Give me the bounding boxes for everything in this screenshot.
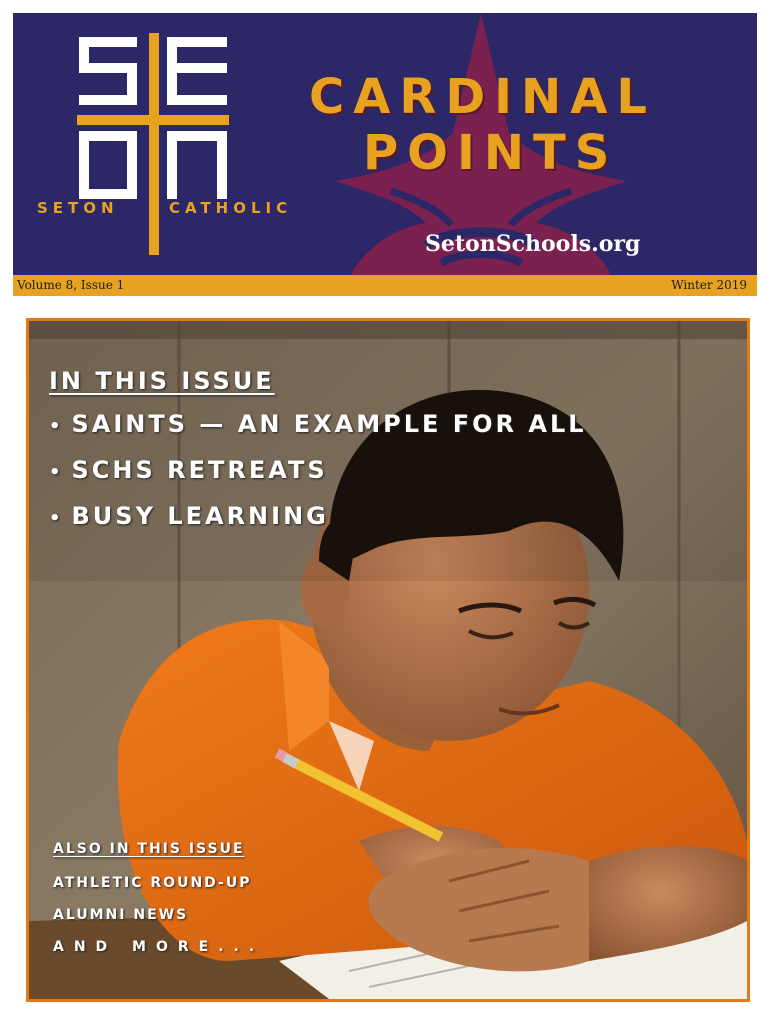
also-item[interactable]: ALUMNI NEWS <box>53 907 189 923</box>
bullet-icon: • <box>49 416 64 437</box>
masthead <box>13 13 757 275</box>
also-item[interactable]: AND MORE... <box>53 939 265 955</box>
toc-item[interactable] <box>49 493 587 539</box>
bullet-icon: • <box>49 462 64 483</box>
also-in-this-issue-list <box>53 867 264 963</box>
volume-issue: Volume 8, Issue 1 <box>17 278 125 292</box>
bullet-icon: • <box>49 508 64 529</box>
issue-bar <box>13 275 757 296</box>
also-in-this-issue-block <box>53 841 264 963</box>
school-name-word-1: SETON <box>37 199 119 217</box>
also-in-this-issue-heading: ALSO IN THIS ISSUE <box>53 841 245 857</box>
school-name-word-2: CATHOLIC <box>169 199 293 217</box>
newsletter-title-line-1: CARDINAL <box>309 69 656 125</box>
toc-item-label: SCHS RETREATS <box>71 456 328 484</box>
in-this-issue-list <box>49 401 587 539</box>
newsletter-title-line-2: POINTS <box>363 125 619 181</box>
seton-cross-logo <box>77 33 247 255</box>
in-this-issue-heading: IN THIS ISSUE <box>49 367 275 395</box>
website-link[interactable]: SetonSchools.org <box>425 231 641 257</box>
cover-photo-frame <box>26 318 750 1002</box>
toc-item-label: BUSY LEARNING <box>71 502 329 530</box>
toc-item[interactable] <box>49 401 587 447</box>
in-this-issue-block <box>49 367 587 539</box>
issue-date: Winter 2019 <box>671 278 747 292</box>
also-item[interactable]: ATHLETIC ROUND-UP <box>53 875 252 891</box>
toc-item-label: SAINTS — AN EXAMPLE FOR ALL <box>71 410 587 438</box>
toc-item[interactable] <box>49 447 587 493</box>
